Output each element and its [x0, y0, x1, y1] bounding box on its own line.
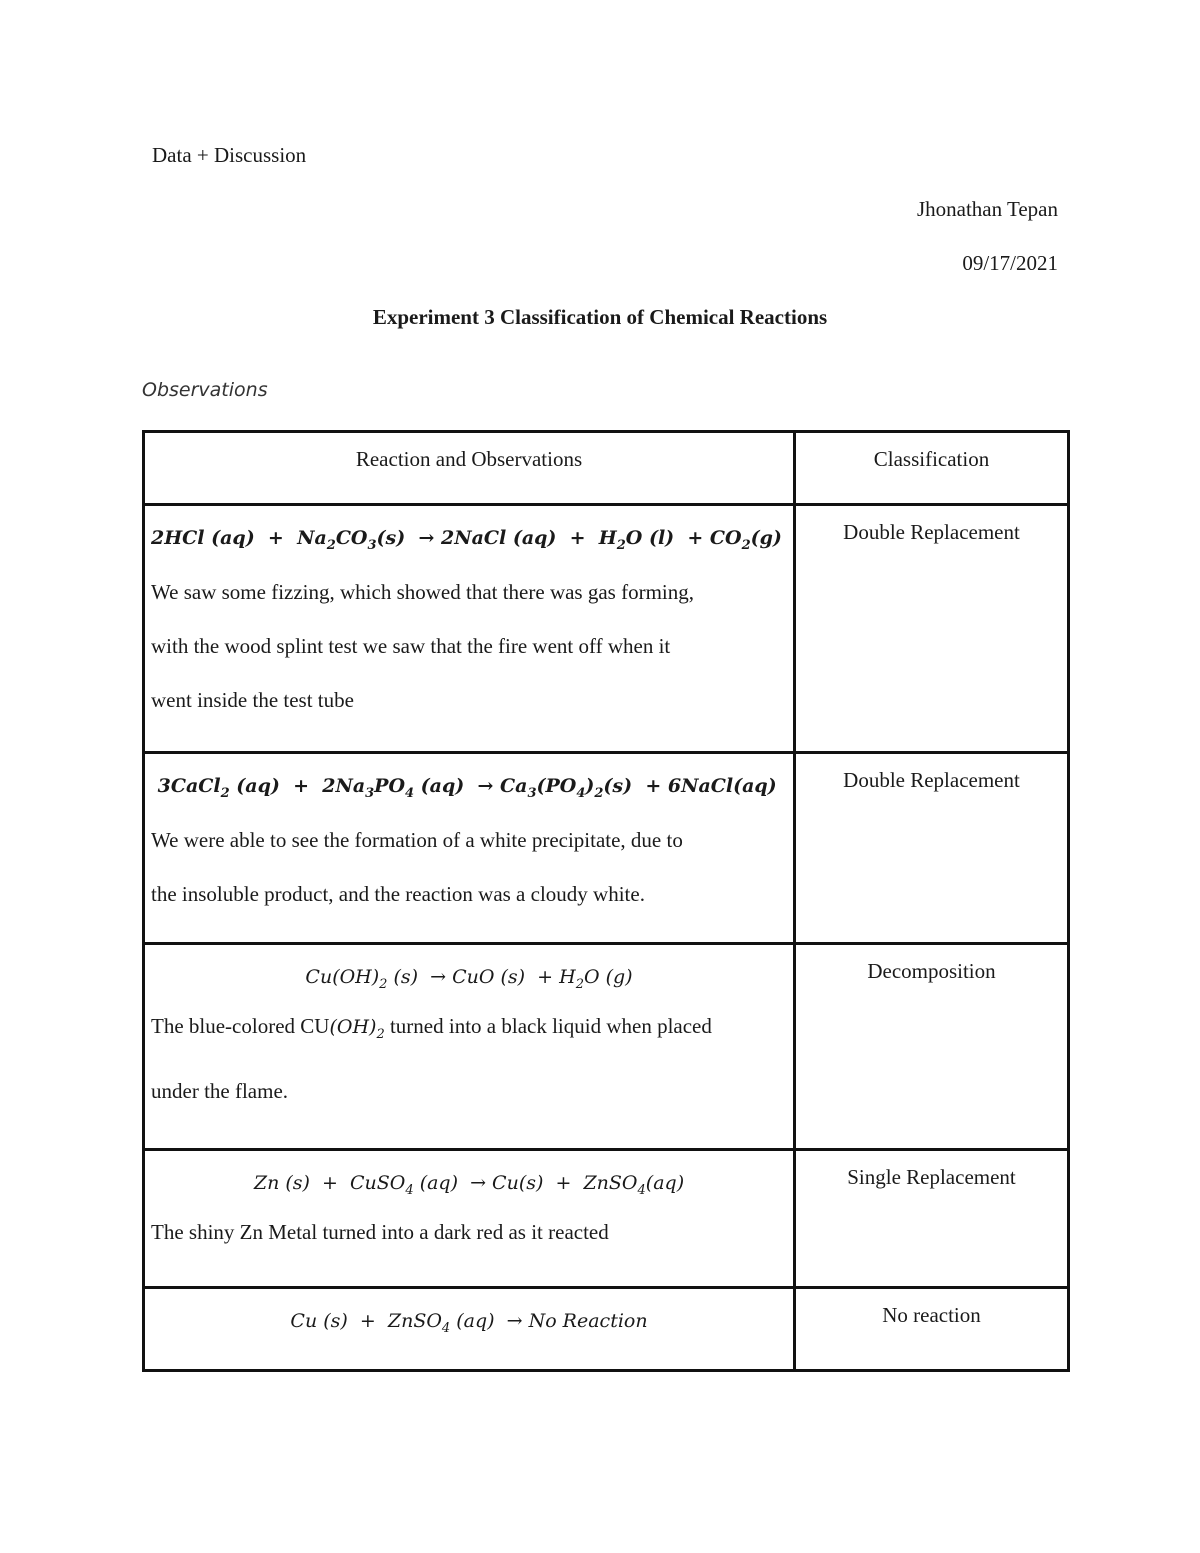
classification-label: No reaction [882, 1303, 981, 1327]
reaction-equation: Zn (s) + CuSO$_4$ (aq) → Cu(s) + ZnSO$_4$(aq) [253, 1172, 685, 1198]
reaction-equation: 2HCl $(aq) + Na_2CO_3(s)$ → 2NaCl $(aq) + H_2O$ $(l) + CO_2(g)$ [151, 527, 782, 553]
document-date: 09/17/2021 [962, 251, 1058, 275]
classification-label: Single Replacement [847, 1165, 1016, 1189]
observation-text: under the flame. [151, 1079, 289, 1103]
reaction-equation: 3CaCl$_2$ $(aq) + 2Na_3PO_4$ $(aq) \to Ca_3(PO_4)_2(s)$ + 6NaCl(aq) [151, 775, 777, 801]
observation-text: The blue-colored $CU(OH)_2$ turned into a black liquid when placed [151, 1014, 712, 1042]
col2-header: Classification [873, 447, 990, 471]
formula-inline: $(OH)_2$ [329, 1016, 385, 1042]
table-row [144, 505, 1069, 753]
classification-label: Double Replacement [843, 768, 1020, 792]
reaction-equation: $Cu(OH)_2$ (s) → CuO $(s) + H_2O$ (g) [305, 966, 633, 992]
table-row [144, 1150, 1069, 1288]
observation-text: with the wood splint test we saw that the fire went off when it [151, 634, 671, 658]
observation-text: We saw some fizzing, which showed that there was gas forming, [151, 580, 694, 604]
classification-label: Decomposition [867, 959, 996, 983]
author-name: Jhonathan Tepan [916, 197, 1058, 221]
reaction-equation: Cu (s) + ZnSO$_4$ (aq) → No Reaction [290, 1310, 648, 1336]
table-header-row [144, 432, 1069, 505]
header-cell-classification [795, 432, 1069, 505]
observation-text: the insoluble product, and the reaction was a cloudy white. [151, 882, 645, 906]
observation-text: We were able to see the formation of a white precipitate, due to [151, 828, 683, 852]
page-title: Experiment 3 Classification of Chemical Reactions [372, 305, 828, 329]
observations-subheading: Observations [142, 379, 268, 401]
observation-text: went inside the test tube [151, 688, 354, 712]
section-heading: Data + Discussion [152, 143, 307, 167]
col1-header: Reaction and Observations [355, 447, 583, 471]
observation-text: The shiny Zn Metal turned into a dark red as it reacted [151, 1220, 609, 1244]
header-cell-reaction [144, 432, 795, 505]
classification-label: Double Replacement [843, 520, 1020, 544]
table-row [144, 753, 1069, 944]
table-row [144, 1288, 1069, 1371]
table-row [144, 944, 1069, 1150]
observations-table [142, 430, 1070, 1372]
